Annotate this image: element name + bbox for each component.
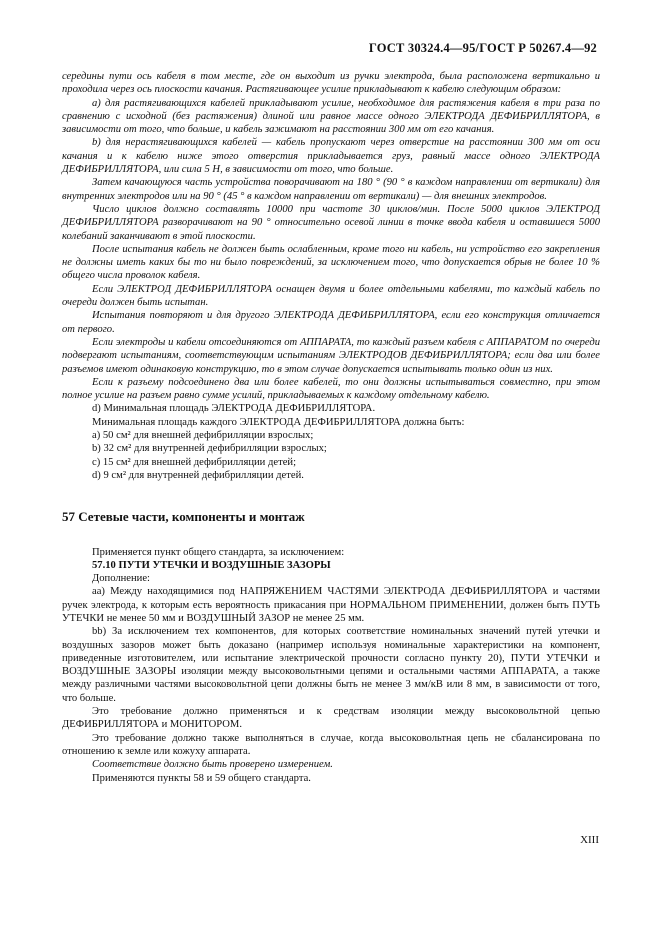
item-aa: аа) Между находящимися под НАПРЯЖЕНИЕМ ЧАСТЯМИ ЭЛЕКТРОДА ДЕФИБРИЛЛЯТОРА и частями ручек электрода, к которым есть вероятность прикасания при НОРМАЛЬНОМ ПРИМЕНЕНИИ, должен быть ПУТЬ УТЕЧКИ не менее 50 мм и ВОЗДУШНЫЙ ЗАЗОР не менее 25 мм. — [62, 586, 600, 624]
applicable-clauses: Применяются пункты 58 и 59 общего стандарта. — [92, 772, 311, 784]
area-item: d) 9 см² для внутренней дефибрилляции детей. — [92, 469, 304, 481]
paragraph-multiple-cables: Если ЭЛЕКТРОД ДЕФИБРИЛЛЯТОРА оснащен двумя и более отдельными кабелями, то каждый кабель по очереди должен быть испытан. — [62, 283, 600, 309]
section-57 — [62, 546, 600, 785]
addition-label: Дополнение: — [92, 573, 150, 585]
requirement-monitor: Это требование должно применяться и к средствам изоляции между высоковольтной цепью ДЕФИБРИЛЛЯТОРА и МОНИТОРОМ. — [62, 706, 600, 731]
paragraph-nonstretchable-cables: b) для нерастягивающихся кабелей — кабель пропускают через отверстие на расстоянии 300 мм от оси качания и к кабелю ниже этого отверстия прикладывается груз, равный массе одного ЭЛЕКТРОДА ДЕФИБРИЛЛЯТОРА, или сила 5 Н, в зависимости от того, что больше. — [62, 137, 600, 176]
paragraph-cable-axis: середины пути ось кабеля в том месте, где он выходит из ручки электрода, была расположена вертикально и проходила через ось плоскости качания. Растягивающее усилие прикладывают к кабелю следующим образом: — [62, 71, 600, 96]
page-content — [62, 70, 600, 785]
section-57-10-title: 57.10 ПУТИ УТЕЧКИ И ВОЗДУШНЫЕ ЗАЗОРЫ — [92, 559, 331, 571]
item-d-min-area: d) Минимальная площадь ЭЛЕКТРОДА ДЕФИБРИЛЛЯТОРА. — [92, 403, 376, 415]
min-area-intro: Минимальная площадь каждого ЭЛЕКТРОДА ДЕФИБРИЛЛЯТОРА должна быть: — [92, 416, 465, 428]
area-item: a) 50 см² для внешней дефибрилляции взрослых; — [92, 430, 314, 442]
paragraph-after-test: После испытания кабель не должен быть ослабленным, кроме того ни кабель, ни устройство его закрепления не должны иметь каких бы то ни было повреждений, за исключением того, что допускается обрыв не более 10 % общего числа проволок кабеля. — [62, 243, 600, 282]
compliance-check: Соответствие должно быть проверено измерением. — [92, 759, 333, 771]
item-bb: bb) За исключением тех компонентов, для которых соответствие номинальных значений путей утечки и воздушных зазоров может быть доказано (например используя номинальные характеристики на компонент, приведенные изготовителем, или испытание электрической прочности согласно пункту 20), ПУТИ УТЕЧКИ и ВОЗДУШНЫЕ ЗАЗОРЫ изоляции между высоковольтными цепями и остальными частями АППАРАТА, а также между различными частями высоковольтной цепи должны быть не менее 3 мм/кВ или 8 мм, в зависимости от того, что больше. — [62, 626, 600, 704]
area-item: b) 32 см² для внутренней дефибрилляции взрослых; — [92, 443, 327, 455]
paragraph-swing-angle: Затем качающуюся часть устройства поворачивают на 180 ° (90 ° в каждом направлении от вертикали) для внутренних электродов или на 90 ° (45 ° в каждом направлении от вертикали) — для внешних электродов. — [62, 177, 600, 202]
paragraph-cycles: Число циклов должно составлять 10000 при частоте 30 циклов/мин. После 5000 циклов ЭЛЕКТРОД ДЕФИБРИЛЛЯТОРА разворачивают на 90 ° относительно осевой линии в точке ввода кабеля и оставшиеся 5000 колебаний заканчивают в этой плоскости. — [62, 203, 600, 242]
section-57-intro: Применяется пункт общего стандарта, за исключением: — [92, 546, 345, 558]
paragraph-repeat-test: Испытания повторяют и для другого ЭЛЕКТРОДА ДЕФИБРИЛЛЯТОРА, если его конструкция отличается от первого. — [62, 310, 600, 335]
page-header: ГОСТ 30324.4—95/ГОСТ Р 50267.4—92 — [368, 41, 597, 55]
area-item: c) 15 см² для внешней дефибрилляции детей; — [92, 456, 297, 468]
area-list — [62, 429, 600, 482]
requirement-unbalanced: Это требование должно также выполняться в случае, когда высоковольтная цепь не сбалансирована по отношению к земле или кожуху аппарата. — [62, 732, 600, 757]
paragraph-detachable: Если электроды и кабели отсоединяются от АППАРАТА, то каждый разъем кабеля с АППАРАТОМ по очереди подвергают испытаниям, соответствующим испытаниям ЭЛЕКТРОДОВ ДЕФИБРИЛЛЯТОРА; если два или более разъемов имеют одинаковую конструкцию, то в этом случае допускается испытывать только один из них. — [62, 336, 600, 375]
page-number: XIII — [580, 834, 599, 846]
paragraph-stretchable-cables: а) для растягивающихся кабелей прикладывают усилие, необходимое для растяжения кабеля в три раза по сравнению с исходной (без растяжения) длиной или равное массе одного ЭЛЕКТРОДА ДЕФИБРИЛЛЯТОРА, в зависимости от того, что больше, и кабель зажимают на расстоянии 300 мм от его качания. — [62, 97, 600, 136]
section-57-title: 57 Сетевые части, компоненты и монтаж — [62, 509, 305, 525]
paragraph-connector: Если к разъему подсоединено два или более кабелей, то они должны испытываться совместно, при этом полное усилие на разъем равно сумме усилий, прикладываемых к каждому отдельному кабелю. — [62, 376, 600, 402]
